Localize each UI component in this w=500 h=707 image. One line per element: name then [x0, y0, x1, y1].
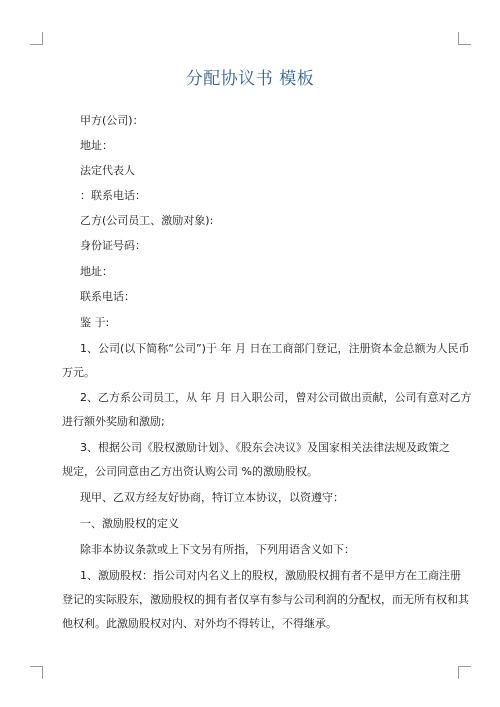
definition-1-line-2: 登记的实际股东，激励股权的拥有者仅享有参与公司利润的分配权，而无所有权和其	[62, 593, 469, 606]
party-b-phone: 联系电话：	[80, 290, 135, 303]
section-1-heading: 一、激励股权的定义	[80, 517, 179, 530]
agreement-intro: 现甲、乙双方经友好协商，特订立本协议，以资遵守：	[80, 491, 344, 504]
party-b-address: 地址：	[80, 265, 113, 278]
party-a-address: 地址：	[80, 139, 113, 152]
party-a-phone: ：联系电话：	[80, 189, 146, 202]
definition-1-line-3: 他权利。此激励股权对内、对外均不得转让，不得继承。	[62, 617, 337, 630]
party-a-legal-rep: 法定代表人	[80, 164, 135, 177]
whereas-1-line-2: 万元。	[62, 366, 95, 379]
whereas-1-line-1: 1、公司(以下简称“公司”)于 年 月 日在工商部门登记，注册资本金总额为人民币	[80, 342, 470, 355]
document-title: 分配协议书 模板	[185, 69, 315, 89]
crop-mark-top-right	[458, 32, 471, 45]
definitions-intro: 除非本协议条款或上下文另有所指，下列用语含义如下：	[80, 543, 355, 556]
definition-1-line-1: 1、激励股权：指公司对内名义上的股权，激励股权拥有者不是甲方在工商注册	[80, 569, 461, 582]
party-b-employee: 乙方(公司员工、激励对象):	[80, 214, 214, 227]
whereas-3-line-1: 3、根据公司《股权激励计划》、《股东会决议》及国家相关法律法规及政策之	[80, 441, 450, 454]
crop-mark-bottom-left	[30, 666, 43, 679]
whereas-2-line-1: 2、乙方系公司员工，从 年 月 日入职公司，曾对公司做出贡献，公司有意对乙方	[80, 391, 472, 404]
party-a-company: 甲方(公司)：	[80, 114, 144, 127]
whereas-3-line-2: 规定，公司同意由乙方出资认购公司 %的激励股权。	[62, 465, 318, 478]
whereas-heading: 鉴 于:	[80, 316, 110, 329]
whereas-2-line-2: 进行额外奖励和激励;	[62, 415, 165, 428]
crop-mark-bottom-right	[458, 666, 471, 679]
party-b-id-number: 身份证号码：	[80, 239, 146, 252]
crop-mark-top-left	[30, 32, 43, 45]
